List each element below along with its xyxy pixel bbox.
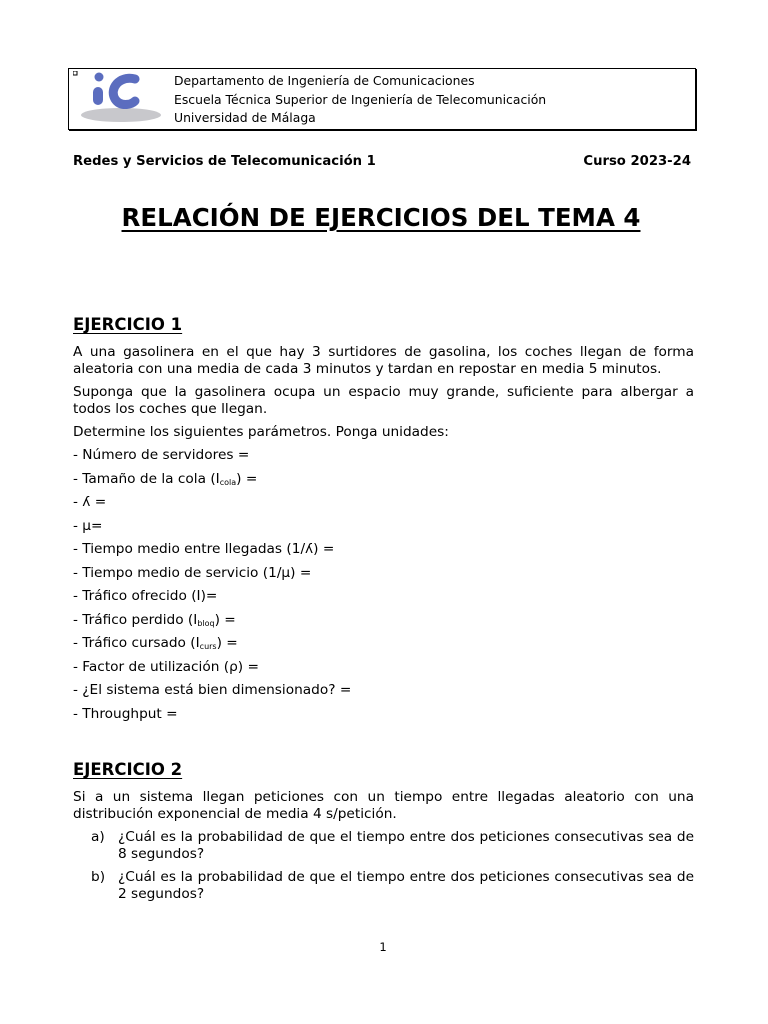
param-queue-size: - Tamaño de la cola $(I_{cola})$ = [73, 471, 258, 487]
page-number: 1 [379, 940, 387, 954]
exercise-2-heading: EJERCICIO 2 [73, 760, 183, 779]
question-label: b) [91, 869, 106, 885]
ic-logo-icon [73, 71, 163, 125]
university-name: Universidad de Málaga [174, 110, 316, 125]
param-lost-traffic: - Tráfico perdido $(I_{bloq})$ = [73, 612, 236, 628]
param-offered-traffic: - Tráfico ofrecido (I)= [73, 588, 218, 604]
course-name: Redes y Servicios de Telecomunicación 1 [73, 154, 376, 169]
question-text: ¿Cuál es la probabilidad de que el tiempo entre dos peticiones consecutivas sea de 2 segundos? [118, 869, 694, 902]
param-carried-traffic: - Tráfico cursado $(I_{curs})$ = [73, 635, 238, 651]
course-year: Curso 2023-24 [583, 154, 691, 169]
param-dimensioned: - ¿El sistema está bien dimensionado? = [73, 682, 352, 698]
param-service-time: - Tiempo medio de servicio (1/μ) = [73, 565, 312, 581]
page-title: RELACIÓN DE EJERCICIOS DEL TEMA 4 [121, 203, 641, 232]
exercise-1-paragraph-2: Suponga que la gasolinera ocupa un espacio muy grande, suficiente para albergar a todos los coches que llegan. [73, 384, 694, 417]
exercise-1-paragraph-3: Determine los siguientes parámetros. Ponga unidades: [73, 424, 449, 440]
question-label: a) [91, 829, 105, 845]
param-mu: - μ= [73, 518, 103, 534]
exercise-2-paragraph-1: Si a un sistema llegan peticiones con un tiempo entre llegadas aleatorio con una distribución exponencial de media 4 s/petición. [73, 789, 694, 822]
header-text [174, 72, 546, 128]
school-name: Escuela Técnica Superior de Ingeniería de Telecomunicación [174, 91, 547, 107]
param-interarrival-time: - Tiempo medio entre llegadas (1/ʎ) = [73, 541, 335, 557]
department-name: Departamento de Ingeniería de Comunicaciones [174, 73, 475, 88]
param-throughput: - Throughput = [73, 706, 178, 722]
param-utilization: - Factor de utilización (ρ) = [73, 659, 259, 675]
param-lambda: - ʎ = [73, 494, 107, 510]
exercise-1-paragraph-1: A una gasolinera en el que hay 3 surtidores de gasolina, los coches llegan de forma aleatoria con una media de cada 3 minutos y tardan en repostar en media 5 minutos. [73, 344, 694, 377]
institution-header [68, 68, 696, 130]
exercise-1-heading: EJERCICIO 1 [73, 315, 183, 334]
param-servers: - Número de servidores = [73, 447, 250, 463]
question-text: ¿Cuál es la probabilidad de que el tiempo entre dos peticiones consecutivas sea de 8 segundos? [118, 829, 694, 862]
